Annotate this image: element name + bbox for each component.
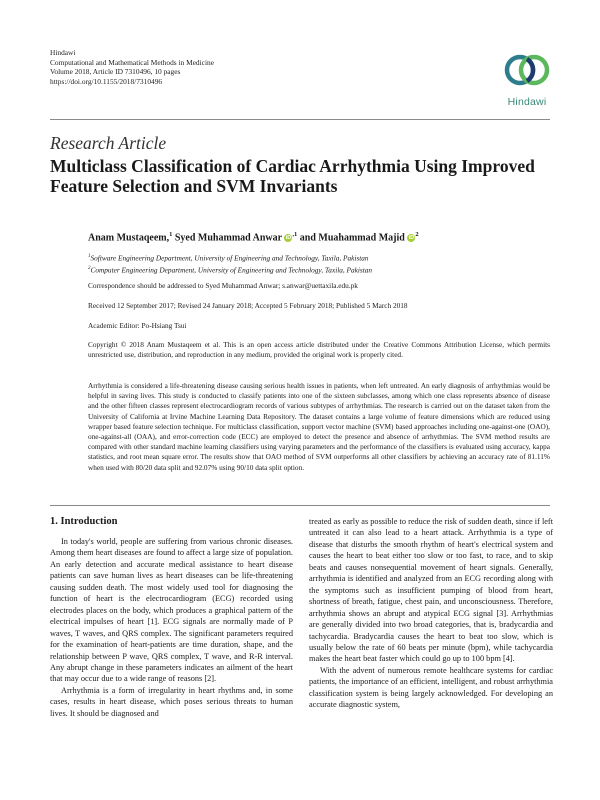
abstract-divider — [50, 505, 550, 506]
affiliation — [88, 264, 372, 276]
hindawi-logo-icon — [497, 48, 557, 94]
affiliation-text: Software Engineering Department, University of Engineering and Technology, Taxila, Pakistan — [90, 253, 369, 263]
paragraph: Arrhythmia is a form of irregularity in heart rhythms and, in some cases, results in heart disease, which poses serious threats to human lives. It should be diagnosed and — [50, 685, 293, 718]
publication-dates: Received 12 September 2017; Revised 24 January 2018; Accepted 5 February 2018; Published 5 March 2018 — [88, 301, 408, 310]
logo-wordmark: Hindawi — [507, 96, 547, 108]
author-name: Anam Mustaqeem, — [88, 232, 170, 244]
affiliation-mark: 1 — [88, 254, 91, 259]
publisher-name: Hindawi — [50, 48, 76, 57]
affiliations — [88, 252, 372, 276]
body-column-left — [50, 536, 293, 719]
author-list — [88, 231, 419, 243]
paper-title: Multiclass Classification of Cardiac Arrhythmia Using Improved Feature Selection and SVM Invariants — [50, 156, 535, 196]
hindawi-logo — [497, 48, 557, 108]
author-name: and Muahammad Majid — [299, 232, 405, 244]
orcid-icon[interactable]: iD — [285, 235, 292, 242]
correspondence: Correspondence should be addressed to Syed Muhammad Anwar; s.anwar@uettaxila.edu.pk — [88, 281, 358, 290]
affiliation-mark: 2 — [88, 265, 91, 271]
journal-name: Computational and Mathematical Methods in Medicine — [50, 57, 214, 67]
author-name: Syed Muhammad Anwar — [174, 232, 282, 244]
paragraph: treated as early as possible to reduce the risk of sudden death, since if left untreated it can also lead to a heart attack. Arrhythmia is a type of disease that disturbs the smooth rhythm of heart's electrical system and causes the heart to beat either too slow or too fast, to race, and to skip beats and causes nonsequential movement of heart signals. Generally, arrhythmia is identified and analyzed from an ECG recording along with the symptoms such as insufficient pumping of blood from heart, shortness of breath, fatigue, chest pain, and unconsciousness. Therefore, arrhythmia shows an abrupt and atypical ECG signal [3]. Arrhythmias are generally divided into two broad categories, that is, bradycardia and tachycardia. Bradycardia causes the heart to beat too slow, which is usually below the rate of 60 beats per minute (bpm), while tachycardia makes the heart beat faster which could go up to 100 bpm [4]. — [309, 517, 553, 664]
paragraph: In today's world, people are suffering from various chronic diseases. Among them heart diseases are found to affect a large size of population. An early detection and accurate medical assistance to heart disease patients can save human lives as heart diseases can be life-threatening causing sudden death. The most widely used tool for diagnosing the function of heart is the electrocardiogram (ECG) recorded using electrodes places on the body, which produces a graphical pattern of the electrical impulses of heart [1]. ECG signals are normally made of P waves, T waves, and QRS complex. The significant parameters required for the examination of heart-patients are time duration, shape, and the relationship between P wave, QRS complex, T wave, and R-R interval. Any abrupt change in these parameters indicates an ailment of the heart that may occur due to a wide range of reasons [2]. — [50, 537, 293, 684]
paragraph: With the advent of numerous remote healthcare systems for cardiac patients, the importance of an efficient, intelligent, and robust arrhythmia classification system is being largely acknowledged. For developing an accurate diagnostic system, — [309, 665, 553, 710]
section-heading: 1. Introduction — [50, 516, 118, 527]
article-type: Research Article — [50, 133, 167, 153]
academic-editor: Academic Editor: Po-Hsiang Tsui — [88, 321, 187, 330]
author-affil-mark: 2 — [415, 231, 419, 238]
journal-header — [50, 48, 214, 86]
doi-link[interactable]: https://doi.org/10.1155/2018/7310496 — [50, 76, 163, 86]
copyright-notice: Copyright © 2018 Anam Mustaqeem et al. This is an open access article distributed under the Creative Commons Attribution License, which permits unrestricted use, distribution, and reproduction in any medium, provided the original work is properly cited. — [88, 340, 550, 360]
abstract: Arrhythmia is considered a life-threatening disease causing serious health issues in patients, when left untreated. An early diagnosis of arrhythmias would be helpful in saving lives. This study is conducted to classify patients into one of the sixteen subclasses, among which one class represents absence of disease and the other fifteen classes represent electrocardiogram records of various subtypes of arrhythmias. The research is carried out on the dataset taken from the University of California at Irvine Machine Learning Data Repository. The dataset contains a large volume of feature dimensions which are reduced using wrapper based feature selection technique. For multiclass classification, support vector machine (SVM) based approaches including one-against-one (OAO), one-against-all (OAA), and error-correction code (ECC) are employed to detect the presence and absence of arrhythmias. The SVM method results are compared with other standard machine learning classifiers using varying parameters and the performance of the classifiers is evaluated using accuracy, kappa statistics, and root mean square error. The results show that OAO method of SVM outperforms all other classifiers by achieving an accuracy rate of 81.11% when used with 80/20 data split and 92.07% using 90/10 data split option. — [88, 381, 550, 472]
body-column-right — [309, 516, 553, 711]
volume-info: Volume 2018, Article ID 7310496, 10 pages — [50, 67, 181, 77]
author-affil-mark: ,1 — [292, 231, 298, 238]
orcid-icon[interactable]: iD — [408, 235, 415, 242]
affiliation — [88, 252, 372, 264]
author-affil-mark: 1 — [169, 231, 173, 238]
header-divider — [50, 119, 550, 120]
affiliation-text: Computer Engineering Department, University of Engineering and Technology, Taxila, Pakistan — [90, 265, 373, 275]
